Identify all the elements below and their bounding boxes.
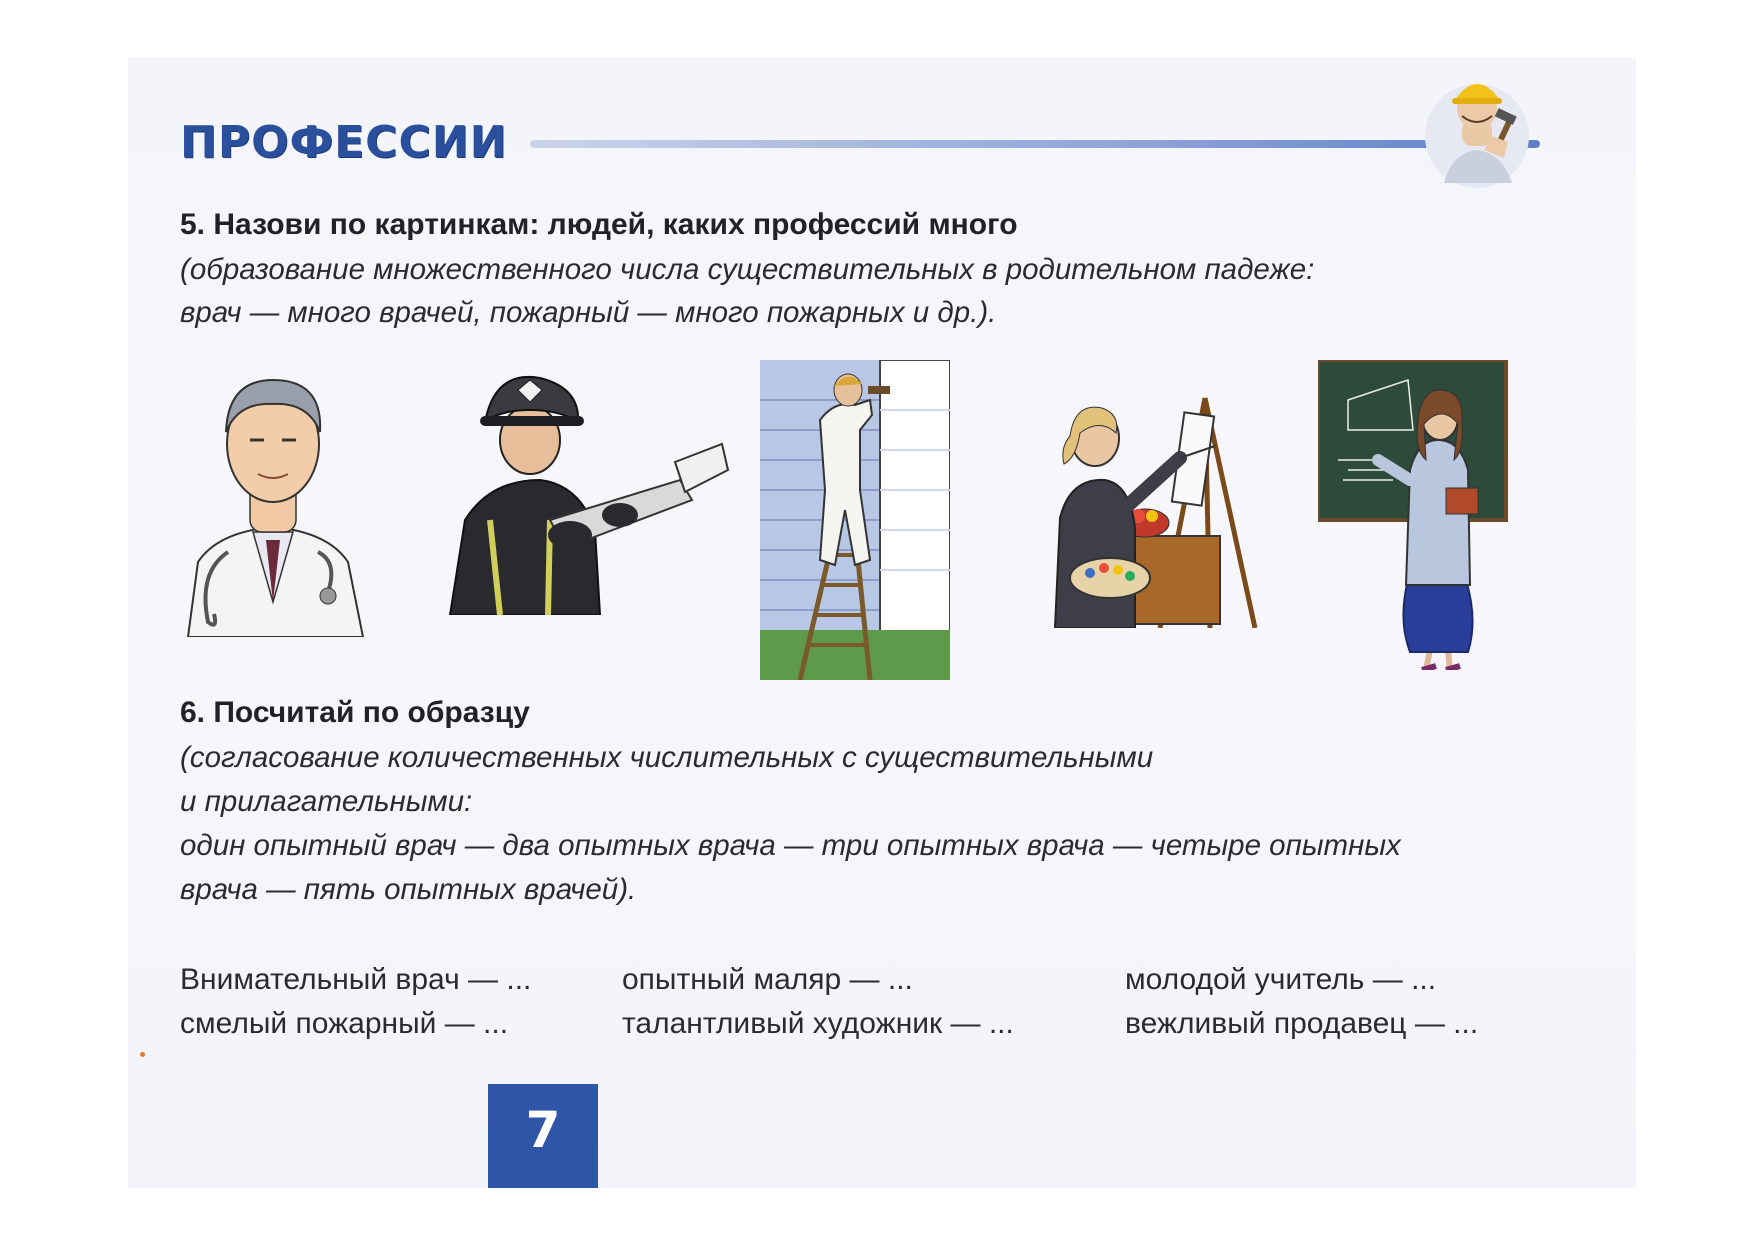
word-item: опытный маляр — ... xyxy=(622,963,913,996)
word-column xyxy=(1125,958,1478,1046)
artist-illustration-icon xyxy=(1040,388,1260,628)
page-header xyxy=(180,118,1560,168)
word-column xyxy=(180,958,531,1046)
exercise-6-note-line: (согласование количественных числительных с существительными xyxy=(180,741,1154,774)
word-item: молодой учитель — ... xyxy=(1125,963,1437,996)
exercise-6-title: 6. Посчитай по образцу xyxy=(180,696,530,729)
ink-speck xyxy=(140,1052,145,1057)
word-item: Внимательный врач — ... xyxy=(180,963,532,996)
header-rule xyxy=(530,140,1540,148)
word-column xyxy=(622,958,1014,1046)
exercise-5-note-line: врач — много врачей, пожарный — много пожарных и др.). xyxy=(180,296,997,329)
painter-illustration-icon xyxy=(760,360,950,680)
exercise-5-note-line: (образование множественного числа существительных в родительном падеже: xyxy=(180,253,1315,286)
page-number-badge: 7 xyxy=(488,1084,598,1188)
exercise-5-title: 5. Назови по картинкам: людей, каких профессий много xyxy=(180,208,1018,241)
builder-mascot-icon xyxy=(1422,58,1532,188)
exercise-6-note-line: один опытный врач — два опытных врача — три опытных врача — четыре опытных xyxy=(180,829,1401,862)
word-item: смелый пожарный — ... xyxy=(180,1007,509,1040)
page-title: ПРОФЕССИИ xyxy=(180,117,508,168)
exercise-6-note-line: и прилагательными: xyxy=(180,785,473,818)
firefighter-illustration-icon xyxy=(430,370,730,615)
exercise-6-note-line: врача — пять опытных врачей). xyxy=(180,873,637,906)
teacher-illustration-icon xyxy=(1318,360,1518,670)
doctor-illustration-icon xyxy=(178,362,368,637)
word-item: вежливый продавец — ... xyxy=(1125,1007,1479,1040)
word-item: талантливый художник — ... xyxy=(622,1007,1014,1040)
